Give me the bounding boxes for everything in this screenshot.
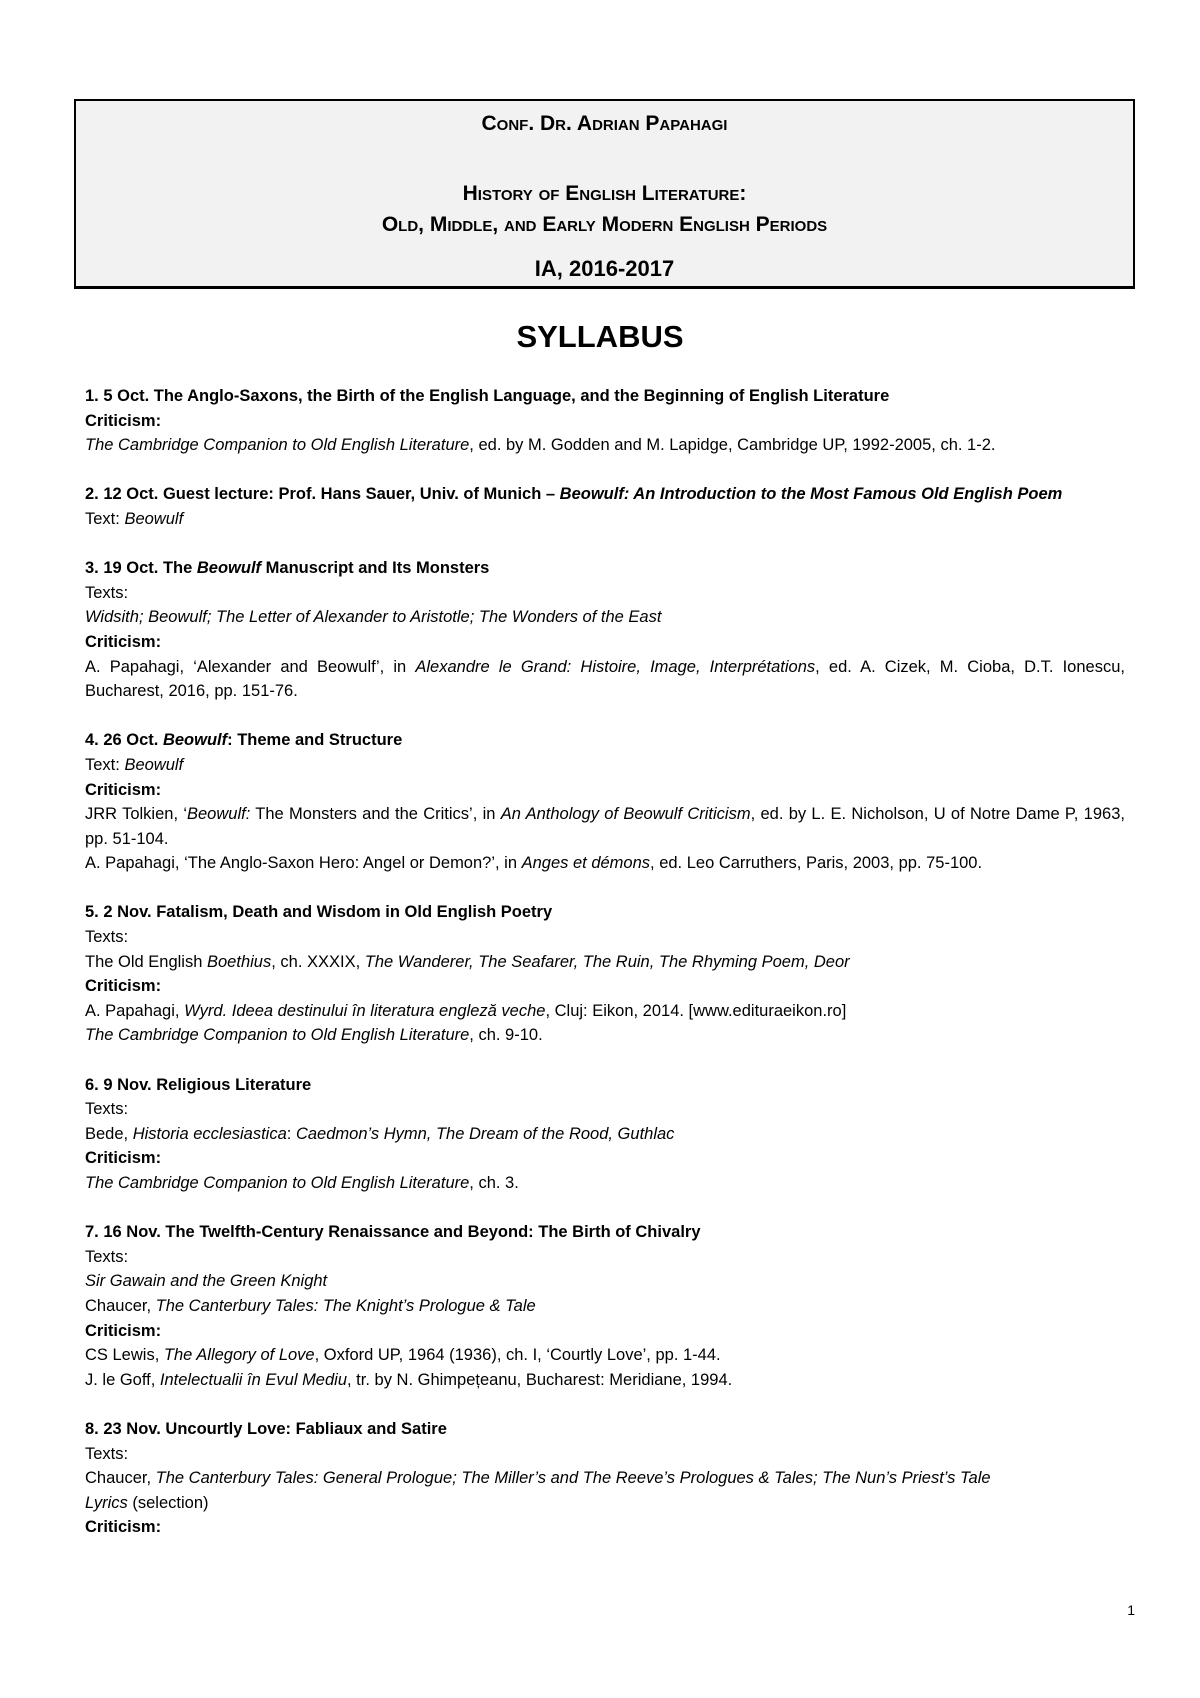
criticism-entry: A. Papahagi, ‘The Anglo-Saxon Hero: Angel or Demon?’, in Anges et démons, ed. Leo Carruthers, Paris, 2003, pp. 75-100. (85, 854, 983, 873)
criticism-label: Criticism: (85, 632, 162, 651)
session-heading: 2. 12 Oct. Guest lecture: Prof. Hans Sauer, Univ. of Munich – Beowulf: An Introduction to the Most Famous Old English Poem (85, 485, 1063, 504)
session-3 (85, 556, 1125, 704)
criticism-label: Criticism: (85, 977, 162, 996)
criticism-entry: A. Papahagi, ‘Alexander and Beowulf’, in Alexandre le Grand: Histoire, Image, Interprétations, ed. A. Cizek, M. Cioba, D.T. Ionescu, Bucharest, 2016, pp. 151-76. (85, 657, 1125, 701)
session-heading: 1. 5 Oct. The Anglo-Saxons, the Birth of the English Language, and the Beginning of English Literature (85, 387, 890, 405)
academic-year: IA, 2016-2017 (534, 256, 675, 281)
session-heading: 8. 23 Nov. Uncourtly Love: Fabliaux and Satire (85, 1419, 447, 1438)
criticism-entry: The Cambridge Companion to Old English Literature, ch. 3. (85, 1174, 519, 1192)
session-heading: 3. 19 Oct. The Beowulf Manuscript and Its Monsters (85, 559, 490, 578)
texts-label: Texts: (85, 1444, 129, 1463)
text-entry: Text: Beowulf (85, 509, 184, 528)
syllabus-title: SYLLABUS (516, 319, 684, 354)
criticism-label: Criticism: (85, 1321, 162, 1340)
text-entry: Text: Beowulf (85, 755, 184, 774)
texts-entry: Chaucer, The Canterbury Tales: General Prologue; The Miller’s and The Reeve’s Prologues & Tales; The Nun’s Priest’s Tale (85, 1469, 991, 1488)
criticism-entry: A. Papahagi, Wyrd. Ideea destinului în literatura engleză veche, Cluj: Eikon, 2014. [www.edituraeikon.ro] (85, 1001, 847, 1020)
course-subtitle: Old, Middle, and Early Modern English Periods (381, 213, 828, 236)
session-heading: 5. 2 Nov. Fatalism, Death and Wisdom in Old English Poetry (85, 903, 553, 922)
session-1 (85, 384, 1125, 458)
texts-entry: The Old English Boethius, ch. XXXIX, The Wanderer, The Seafarer, The Ruin, The Rhyming Poem, Deor (85, 952, 850, 971)
session-5 (85, 900, 1125, 1048)
criticism-entry: CS Lewis, The Allegory of Love, Oxford UP, 1964 (1936), ch. I, ‘Courtly Love’, pp. 1-44. (85, 1346, 721, 1365)
author-name: Conf. Dr. Adrian Papahagi (481, 112, 728, 135)
criticism-label: Criticism: (85, 1518, 162, 1537)
syllabus-content (85, 384, 1125, 1565)
header-box (74, 99, 1135, 289)
criticism-entry: J. le Goff, Intelectualii în Evul Mediu, tr. by N. Ghimpețeanu, Bucharest: Meridiane, 1994. (85, 1370, 733, 1389)
course-title: History of English Literature: (462, 182, 747, 205)
session-6 (85, 1073, 1125, 1196)
criticism-entry: The Cambridge Companion to Old English Literature, ed. by M. Godden and M. Lapidge, Cambridge UP, 1992-2005, ch. 1-2. (85, 436, 996, 455)
texts-label: Texts: (85, 583, 129, 602)
texts-label: Texts: (85, 1100, 129, 1119)
texts-entry: Chaucer, The Canterbury Tales: The Knight’s Prologue & Tale (85, 1296, 536, 1315)
session-8 (85, 1417, 1125, 1540)
session-heading: 4. 26 Oct. Beowulf: Theme and Structure (85, 731, 403, 750)
page-number: 1 (1127, 1602, 1135, 1618)
texts-entry: Widsith; Beowulf; The Letter of Alexander to Aristotle; The Wonders of the East (85, 608, 662, 627)
texts-entry: Lyrics (selection) (85, 1493, 209, 1512)
criticism-label: Criticism: (85, 1149, 162, 1168)
session-heading: 6. 9 Nov. Religious Literature (85, 1075, 312, 1094)
criticism-label: Criticism: (85, 411, 162, 430)
texts-entry: Bede, Historia ecclesiastica: Caedmon’s Hymn, The Dream of the Rood, Guthlac (85, 1124, 675, 1143)
criticism-entry: JRR Tolkien, ‘Beowulf: The Monsters and the Critics’, in An Anthology of Beowulf Criticism, ed. by L. E. Nicholson, U of Notre Dame P, 1963, pp. 51-104. (85, 805, 1125, 848)
texts-entry: Sir Gawain and the Green Knight (85, 1272, 328, 1291)
texts-label: Texts: (85, 928, 129, 947)
criticism-entry: The Cambridge Companion to Old English Literature, ch. 9-10. (85, 1026, 543, 1045)
texts-label: Texts: (85, 1247, 129, 1266)
session-4 (85, 728, 1125, 876)
session-2 (85, 482, 1125, 531)
criticism-label: Criticism: (85, 780, 162, 799)
session-heading: 7. 16 Nov. The Twelfth-Century Renaissance and Beyond: The Birth of Chivalry (85, 1223, 701, 1242)
session-7 (85, 1220, 1125, 1392)
